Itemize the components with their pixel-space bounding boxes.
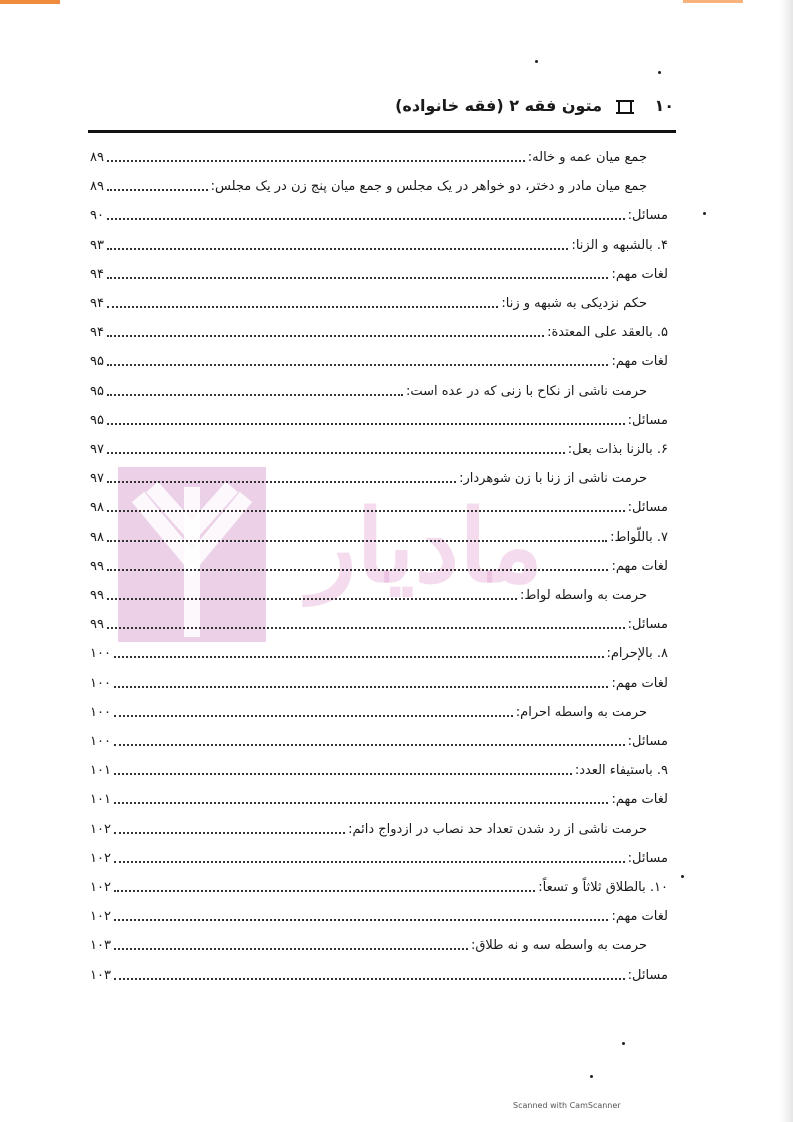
toc-entry-page: ۱۰۰ [90, 734, 111, 749]
toc-entry-title: لغات مهم: [611, 558, 668, 574]
toc-entry-page: ۱۰۲ [90, 850, 111, 866]
toc-entry [90, 961, 668, 985]
toc-entry-title: حکم نزدیکی به شبهه و زنا: [501, 296, 647, 311]
toc-entry-title: مسائل: [627, 617, 668, 633]
scan-edge-artifact [683, 0, 743, 3]
toc-entry-title: لغات مهم: [611, 354, 668, 370]
dot-leader [114, 686, 608, 688]
toc-entry-title: ۶. بالزنا بذات بعل: [567, 442, 668, 457]
dot-leader [107, 218, 625, 220]
toc-entry-page: ۹۹ [90, 617, 104, 633]
toc-entry-title: جمع میان مادر و دختر، دو خواهر در یک مجلس و جمع میان پنج زن در یک مجلس: [210, 179, 647, 195]
toc-entry-page: ۸۹ [90, 150, 104, 165]
scan-speck [622, 1042, 625, 1045]
dot-leader [107, 481, 456, 483]
toc-entry-page: ۹۸ [90, 529, 104, 545]
dot-leader [107, 364, 608, 366]
scan-speck [703, 212, 706, 215]
dot-leader [114, 890, 535, 892]
book-title: متون فقه ۲ (فقه خانواده) [395, 96, 602, 115]
square-ornament-icon [616, 98, 634, 116]
toc-entry [90, 931, 647, 955]
toc-entry-title: لغات مهم: [611, 266, 668, 282]
dot-leader [114, 715, 513, 717]
page-edge-shadow [779, 0, 793, 1122]
dot-leader [114, 861, 625, 863]
toc-entry [90, 902, 668, 926]
toc-entry-title: حرمت به واسطه احرام: [515, 704, 647, 720]
dot-leader [107, 452, 565, 454]
toc-entry-page: ۹۷ [90, 471, 104, 487]
toc-entry [90, 231, 668, 255]
toc-entry [90, 435, 668, 459]
toc-entry [90, 669, 668, 693]
toc-entry [90, 377, 647, 401]
dot-leader [107, 510, 625, 512]
dot-leader [114, 656, 604, 658]
toc-entry-page: ۱۰۰ [90, 646, 111, 662]
toc-entry-page: ۹۰ [90, 208, 104, 224]
dot-leader [107, 335, 544, 337]
dot-leader [107, 277, 608, 279]
toc-entry-page: ۹۹ [90, 588, 104, 603]
toc-entry [90, 581, 647, 605]
scanner-note: Scanned with CamScanner [513, 1101, 621, 1110]
toc-entry [90, 727, 668, 751]
toc-entry [90, 756, 668, 780]
toc-entry-page: ۹۹ [90, 558, 104, 574]
scan-speck [590, 1075, 593, 1078]
toc-entry [90, 844, 668, 868]
toc-entry-title: لغات مهم: [611, 909, 668, 925]
toc-entry-title: لغات مهم: [611, 675, 668, 691]
toc-entry-page: ۱۰۳ [90, 967, 111, 983]
toc-entry-page: ۱۰۰ [90, 704, 111, 720]
dot-leader [107, 394, 403, 396]
toc-entry-page: ۸۹ [90, 179, 104, 195]
toc-entry [90, 493, 668, 517]
scan-speck [681, 875, 684, 878]
toc-entry-title: حرمت ناشی از زنا با زن شوهردار: [459, 471, 647, 487]
toc-entry [90, 172, 647, 196]
toc-entry-title: ۷. باللّواط: [610, 529, 668, 545]
dot-leader [107, 306, 498, 308]
toc-entry-page: ۱۰۱ [90, 792, 111, 808]
page-number: ۱۰ [654, 96, 674, 115]
watermark-text: مادیار [308, 487, 544, 605]
toc-entry-title: مسائل: [627, 500, 668, 516]
dot-leader [114, 832, 345, 834]
toc-entry-page: ۹۵ [90, 354, 104, 370]
toc-entry-title: حرمت به واسطه لواط: [519, 588, 647, 603]
dot-leader [114, 773, 572, 775]
toc-entry-title: ۹. باستیفاء العدد: [574, 763, 668, 779]
toc-entry-page: ۱۰۱ [90, 763, 111, 779]
toc-entry-title: مسائل: [627, 967, 668, 983]
toc-entry-title: ۴. بالشبهه و الزنا: [571, 237, 668, 253]
toc-entry [90, 639, 668, 663]
dot-leader [114, 948, 468, 950]
toc-entry-page: ۹۸ [90, 500, 104, 516]
dot-leader [107, 423, 625, 425]
toc-entry-title: لغات مهم: [611, 792, 668, 808]
dot-leader [107, 569, 608, 571]
dot-leader [114, 802, 608, 804]
toc-entry-title: مسائل: [627, 850, 668, 866]
toc-entry [90, 785, 668, 809]
toc-entry [90, 201, 668, 225]
toc-entry [90, 552, 668, 576]
toc-entry-page: ۹۷ [90, 442, 104, 457]
dot-leader [107, 189, 208, 191]
toc-entry [90, 289, 647, 313]
toc-entry-page: ۹۴ [90, 266, 104, 282]
toc-entry-title: مسائل: [627, 208, 668, 224]
toc-entry [90, 698, 647, 722]
toc-entry-title: حرمت به واسطه سه و نه طلاق: [470, 938, 647, 954]
page-header [90, 96, 674, 122]
toc-entry-page: ۹۳ [90, 237, 104, 253]
toc-entry-page: ۹۵ [90, 383, 104, 399]
toc-entry [90, 610, 668, 634]
dot-leader [114, 919, 608, 921]
toc-entry-page: ۹۴ [90, 325, 104, 341]
toc-entry [90, 143, 647, 167]
scan-speck [658, 71, 661, 74]
dot-leader [107, 160, 525, 162]
scan-speck [535, 60, 538, 63]
dot-leader [114, 978, 625, 980]
toc-entry [90, 873, 668, 897]
toc-entry-title: جمع میان عمه و خاله: [527, 150, 647, 165]
toc-entry [90, 260, 668, 284]
toc-entry-title: مسائل: [627, 412, 668, 428]
dot-leader [107, 540, 607, 542]
toc-entry-page: ۱۰۲ [90, 909, 111, 925]
toc-entry-title: ۱۰. بالطلاق ثلاثاً و تسعاً: [538, 880, 668, 895]
toc-entry-title: مسائل: [627, 734, 668, 749]
toc-entry-page: ۹۴ [90, 296, 104, 311]
toc-entry-page: ۱۰۲ [90, 821, 111, 837]
toc-entry-title: ۵. بالعقد علی المعتدة: [547, 325, 668, 341]
toc-entry-page: ۱۰۳ [90, 938, 111, 954]
header-rule [88, 130, 676, 133]
toc-entry [90, 406, 668, 430]
dot-leader [107, 598, 517, 600]
toc-entry-page: ۱۰۰ [90, 675, 111, 691]
toc-entry-title: حرمت ناشی از نکاح با زنی که در عده است: [405, 383, 647, 399]
toc-entry [90, 815, 647, 839]
dot-leader [107, 248, 569, 250]
toc-entry-title: ۸. بالإحرام: [606, 646, 668, 662]
dot-leader [107, 627, 625, 629]
dot-leader [114, 744, 625, 746]
toc-entry [90, 464, 647, 488]
toc-entry-page: ۱۰۲ [90, 880, 111, 895]
toc-entry [90, 347, 668, 371]
toc-entry [90, 318, 668, 342]
scan-edge-artifact [0, 0, 60, 4]
toc-entry-title: حرمت ناشی از رد شدن تعداد حد نصاب در ازدواج دائم: [348, 821, 647, 837]
toc-entry-page: ۹۵ [90, 412, 104, 428]
toc-entry [90, 523, 668, 547]
